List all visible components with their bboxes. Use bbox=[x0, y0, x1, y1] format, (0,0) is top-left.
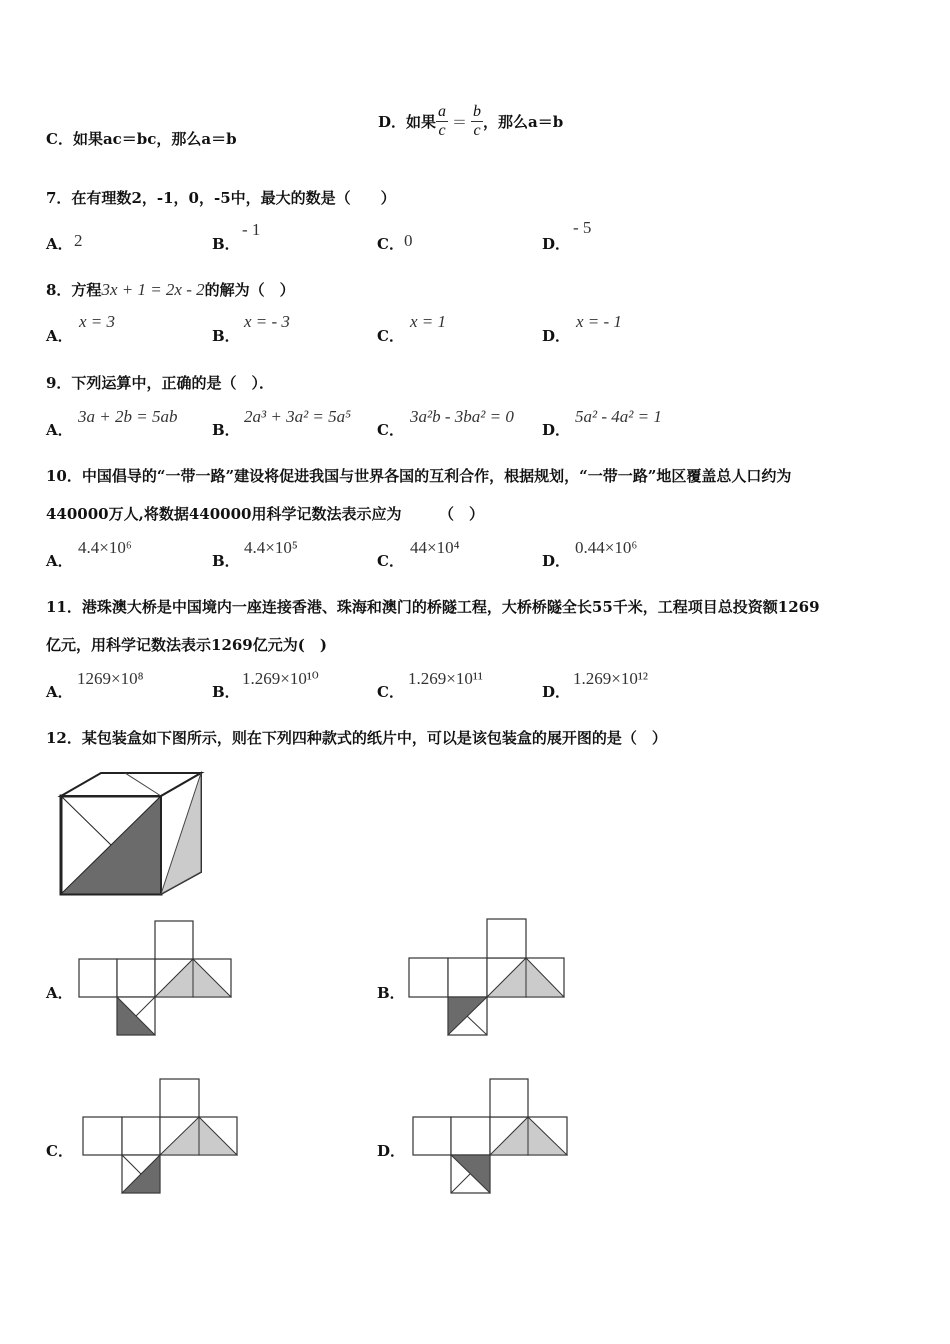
q9-label-a: A． bbox=[46, 421, 73, 439]
q7-value-a: 2 bbox=[74, 231, 83, 250]
q11-stem-line2: 亿元，用科学记数法表示1269亿元为( ) bbox=[46, 636, 327, 654]
q12-cube-figure bbox=[55, 770, 207, 898]
q7-value-d: - 5 bbox=[573, 218, 592, 237]
q10-stem-line1: 10．中国倡导的“一带一路”建设将促进我国与世界各国的互利合作，根据规划，“一带一路”地区覆盖总人口约为 bbox=[46, 467, 792, 485]
q7-label-a: A． bbox=[46, 235, 73, 253]
q8-stem-pre: 8．方程 bbox=[46, 281, 102, 299]
q6-equals: ＝ bbox=[452, 113, 468, 131]
q6-option-c: C．如果ac＝bc，那么a＝b bbox=[46, 130, 237, 148]
q9-value-d: 5a² - 4a² = 1 bbox=[575, 407, 662, 426]
q10-value-a: 4.4×10⁶ bbox=[78, 538, 132, 557]
q11-label-a: A． bbox=[46, 683, 73, 701]
q8-value-c: x = 1 bbox=[410, 312, 447, 331]
q8-stem bbox=[46, 279, 295, 300]
q9-label-b: B． bbox=[212, 421, 240, 439]
q7-value-c: 0 bbox=[404, 231, 413, 250]
q10-label-d: D． bbox=[542, 552, 571, 570]
q8-equation: 3x + 1 = 2x - 2 bbox=[101, 280, 205, 299]
q6-fraction-a-over-c: $\frac{a}{c}$ bbox=[438, 103, 447, 139]
q8-value-d: x = - 1 bbox=[576, 312, 622, 331]
q12-label-c: C． bbox=[46, 1142, 73, 1160]
q8-label-d: D． bbox=[542, 327, 571, 345]
q12-net-d bbox=[412, 1078, 570, 1196]
q12-stem: 12．某包装盒如下图所示，则在下列四种款式的纸片中，可以是该包装盒的展开图的是（ ） bbox=[46, 729, 667, 747]
q8-label-a: A． bbox=[46, 327, 73, 345]
q9-label-c: C． bbox=[377, 421, 404, 439]
q8-stem-post: 的解为（ ） bbox=[204, 281, 295, 299]
q10-label-b: B． bbox=[212, 552, 240, 570]
q8-label-b: B． bbox=[212, 327, 240, 345]
q10-value-b: 4.4×10⁵ bbox=[244, 538, 298, 557]
q7-value-b: - 1 bbox=[242, 220, 261, 239]
q12-label-a: A． bbox=[46, 984, 73, 1002]
q11-label-d: D． bbox=[542, 683, 571, 701]
q10-label-c: C． bbox=[377, 552, 404, 570]
q9-value-b: 2a³ + 3a² = 5a⁵ bbox=[244, 407, 352, 426]
q10-label-a: A． bbox=[46, 552, 73, 570]
q12-label-d: D． bbox=[377, 1142, 406, 1160]
q8-label-c: C． bbox=[377, 327, 404, 345]
q12-net-c bbox=[82, 1078, 240, 1196]
q9-value-a: 3a + 2b = 5ab bbox=[78, 407, 178, 426]
q12-net-a bbox=[78, 920, 234, 1038]
q11-stem-line1: 11．港珠澳大桥是中国境内一座连接香港、珠海和澳门的桥隧工程，大桥桥隧全长55千米，工程项目总投资额1269 bbox=[46, 598, 820, 616]
q12-label-b: B． bbox=[377, 984, 405, 1002]
q10-stem-line2: 440000万人,将数据440000用科学记数法表示应为 （ ） bbox=[46, 505, 484, 523]
q8-value-a: x = 3 bbox=[79, 312, 116, 331]
q11-label-c: C． bbox=[377, 683, 404, 701]
q8-value-b: x = - 3 bbox=[244, 312, 290, 331]
q11-value-a: 1269×10⁸ bbox=[77, 669, 144, 688]
q9-label-d: D． bbox=[542, 421, 571, 439]
q9-stem: 9．下列运算中，正确的是（ ）． bbox=[46, 374, 274, 392]
q10-value-d: 0.44×10⁶ bbox=[575, 538, 638, 557]
q11-value-c: 1.269×10¹¹ bbox=[408, 669, 484, 688]
q11-value-b: 1.269×10¹⁰ bbox=[242, 669, 319, 688]
q7-label-b: B． bbox=[212, 235, 240, 253]
q6-option-d-tail: ，那么a＝b bbox=[483, 113, 564, 131]
q6-fraction-b-over-c: $\frac{b}{c}$ bbox=[473, 103, 482, 139]
q7-label-c: C． bbox=[377, 235, 404, 253]
q9-value-c: 3a²b - 3ba² = 0 bbox=[410, 407, 514, 426]
q7-stem: 7．在有理数2，-1，0，-5中，最大的数是（ ） bbox=[46, 189, 396, 207]
q6-option-d-label: D．如果 bbox=[378, 113, 437, 131]
q12-net-b bbox=[408, 918, 566, 1038]
q11-value-d: 1.269×10¹² bbox=[573, 669, 649, 688]
q6-option-d bbox=[378, 103, 563, 140]
q11-label-b: B． bbox=[212, 683, 240, 701]
q7-label-d: D． bbox=[542, 235, 571, 253]
q10-value-c: 44×10⁴ bbox=[410, 538, 460, 557]
